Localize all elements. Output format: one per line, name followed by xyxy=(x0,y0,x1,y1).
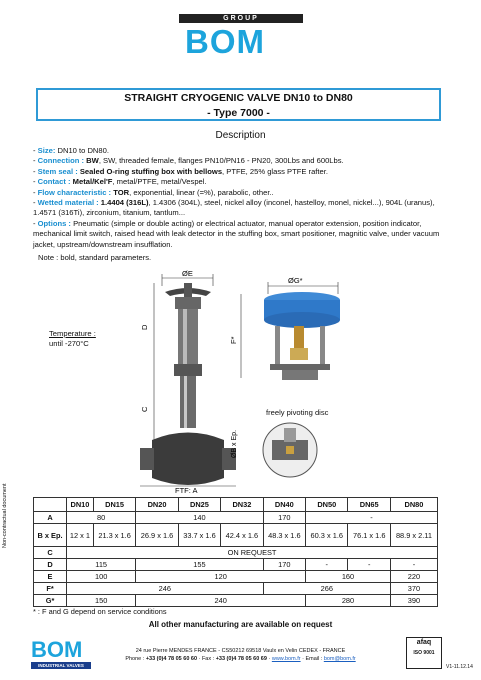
footnote: * : F and G depend on service conditions xyxy=(33,607,167,616)
spec-connection: - Connection : BW, SW, threaded female, flanges PN10/PN16 - PN20, 300Lbs and 600Lbs. xyxy=(33,156,344,166)
pivot-disc-detail xyxy=(263,423,317,477)
table-header-row: DN10 DN15 DN20 DN25 DN32 DN40 DN50 DN65 DN80 xyxy=(34,498,438,512)
dim-e-label: ØE xyxy=(182,269,193,278)
title-line-2: - Type 7000 - xyxy=(207,107,270,119)
footer-web-link[interactable]: www.bom.fr xyxy=(271,656,301,662)
footer-bom-logo: BOM xyxy=(31,637,83,662)
version-label: V1-11.12.14 xyxy=(446,664,473,670)
spec-contact: - Contact : Metal/Kel'F, metal/PTFE, metal/Vespel. xyxy=(33,177,207,187)
table-row-a: A 80 140 170 - xyxy=(34,512,438,524)
spec-options: - Options : Pneumatic (simple or double acting) or electrical actuator, manual operator extension, position indicator, mechanical limit switch, raised head with leak detector in the stuffing box, smart positioner, magnitic valve, under vacuum jacket, upstream/downstream insufflation. xyxy=(33,218,440,249)
footer-contact-line: Phone : +33 (0)4 78 05 60 60 · Fax : +33 (0)4 78 05 60 69 · www.bom.fr · Email : bom@bom.fr xyxy=(125,656,356,662)
side-note: Non-contractual document xyxy=(2,483,8,548)
spec-stem-seal: - Stem seal : Sealed O-ring stuffing box with bellows, PTFE, 25% glass PTFE rafter. xyxy=(33,166,328,176)
dim-c-label: C xyxy=(140,406,149,412)
actuated-valve-illustration xyxy=(241,282,340,380)
temperature-value: until -270°C xyxy=(49,339,89,348)
temperature-note xyxy=(49,329,96,349)
footer-fax: +33 (0)4 78 05 60 69 xyxy=(215,656,267,662)
bom-logo: BOM xyxy=(185,23,265,60)
temperature-label: Temperature : xyxy=(49,329,96,338)
table-row-b: B x Ep. 12 x 1 21.3 x 1.6 26.9 x 1.6 33.7 x 1.6 42.4 x 1.6 48.3 x 1.6 60.3 x 1.6 76.1 x 1.6 88.9 x 2.11 xyxy=(34,524,438,547)
table-row-f: F* 246 266 370 xyxy=(34,583,438,595)
footer-address: 24 rue Pierre MENDES FRANCE - CS50212 69518 Vaulx en Velin CEDEX - FRANCE xyxy=(135,648,346,654)
description-heading: Description xyxy=(215,130,266,141)
title-line-1: STRAIGHT CRYOGENIC VALVE DN10 to DN80 xyxy=(124,92,353,104)
table-row-e: E 100 120 160 220 xyxy=(34,571,438,583)
dim-d-label: D xyxy=(140,324,149,330)
footer-phone: +33 (0)4 78 05 60 60 xyxy=(145,656,198,662)
dim-g-label: ØG* xyxy=(288,276,303,285)
table-row-c: C ON REQUEST xyxy=(34,547,438,559)
dimension-table xyxy=(33,497,438,607)
table-row-g: G* 150 240 280 390 xyxy=(34,595,438,607)
dim-f-label: F* xyxy=(229,336,238,344)
pivot-label: freely pivoting disc xyxy=(266,408,329,417)
group-label: GROUP xyxy=(179,14,303,23)
afaq-cert-badge: afaq ISO 9001 xyxy=(406,637,442,669)
footer-email-link[interactable]: bom@bom.fr xyxy=(323,656,356,662)
spec-wetted: - Wetted material : 1.4404 (316L), 1.4306 (304L), steel, nickel alloy (inconel, hastelloy, monel, nickel...), 904L (uranus), 1.4571 (316Ti), zirconium, titanium, tantlum... xyxy=(33,198,435,218)
spec-size: - Size: DN10 to DN80. xyxy=(33,146,109,155)
dim-b-label: ØB x Ep. xyxy=(231,429,238,458)
note: Note : bold, standard parameters. xyxy=(38,253,152,262)
spec-flow: - Flow characteristic : TOR, exponential, linear (=%), parabolic, other.. xyxy=(33,187,274,197)
table-row-d: D 115 155 170 - - - xyxy=(34,559,438,571)
dim-a-label: FTF: A xyxy=(175,486,198,495)
footer-tagline: INDUSTRIAL VALVES xyxy=(31,662,91,669)
availability-note: All other manufacturing are available on request xyxy=(148,620,333,629)
manual-valve-illustration xyxy=(140,274,236,486)
